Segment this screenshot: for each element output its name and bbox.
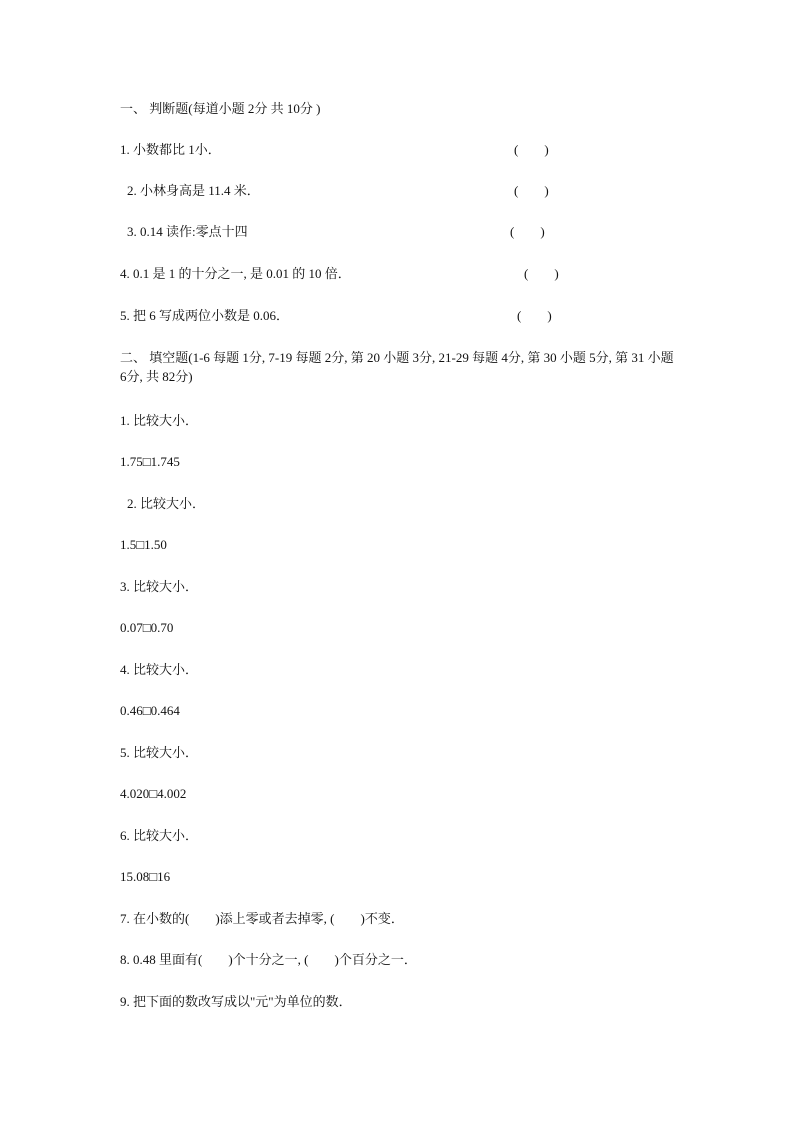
- section2-item-8[interactable]: 8. 0.48 里面有( )个十分之一, ( )个百分之一．: [120, 952, 417, 967]
- section2-item-6-expression[interactable]: 15.08□16: [120, 869, 171, 884]
- section1-item-1-text: 1. 小数都比 1小．: [120, 142, 221, 157]
- section2-item-6-question: 6. 比较大小．: [120, 828, 199, 843]
- section1-item-5-text: 5. 把 6 写成两位小数是 0.06．: [120, 308, 290, 323]
- section1-item-5-answer-blank[interactable]: ( ): [517, 308, 552, 323]
- section2-item-7[interactable]: 7. 在小数的( )添上零或者去掉零, ( )不变．: [120, 911, 404, 926]
- section1-item-3-text: 3. 0.14 读作:零点十四: [127, 224, 248, 239]
- section1-item-3-answer-blank[interactable]: ( ): [510, 224, 545, 239]
- section1-item-1-answer-blank[interactable]: ( ): [514, 142, 549, 157]
- section2-item-3-question: 3. 比较大小．: [120, 579, 199, 594]
- section2-item-9: 9. 把下面的数改写成以"元"为单位的数．: [120, 994, 352, 1009]
- section2-item-3-expression[interactable]: 0.07□0.70: [120, 620, 174, 635]
- section2-item-2-expression[interactable]: 1.5□1.50: [120, 537, 167, 552]
- section1-item-2-answer-blank[interactable]: ( ): [514, 183, 549, 198]
- section1-heading: 一、 判断题(每道小题 2分 共 10分 ): [120, 101, 321, 116]
- section1-item-4-answer-blank[interactable]: ( ): [524, 266, 559, 281]
- section2-item-4-question: 4. 比较大小．: [120, 662, 199, 677]
- section2-item-2-question: 2. 比较大小．: [127, 496, 206, 511]
- section2-item-4-expression[interactable]: 0.46□0.464: [120, 703, 180, 718]
- section2-item-1-expression[interactable]: 1.75□1.745: [120, 454, 180, 469]
- section2-heading: 二、 填空题(1-6 每题 1分, 7-19 每题 2分, 第 20 小题 3分, 21-29 每题 4分, 第 30 小题 5分, 第 31 小题 6分, 共 82分): [120, 350, 674, 384]
- section2-item-5-expression[interactable]: 4.020□4.002: [120, 786, 187, 801]
- section2-item-5-question: 5. 比较大小．: [120, 745, 199, 760]
- section2-item-1-question: 1. 比较大小．: [120, 413, 199, 428]
- section1-item-4-text: 4. 0.1 是 1 的十分之一, 是 0.01 的 10 倍．: [120, 266, 351, 281]
- section1-item-2-text: 2. 小林身高是 11.4 米．: [127, 183, 260, 198]
